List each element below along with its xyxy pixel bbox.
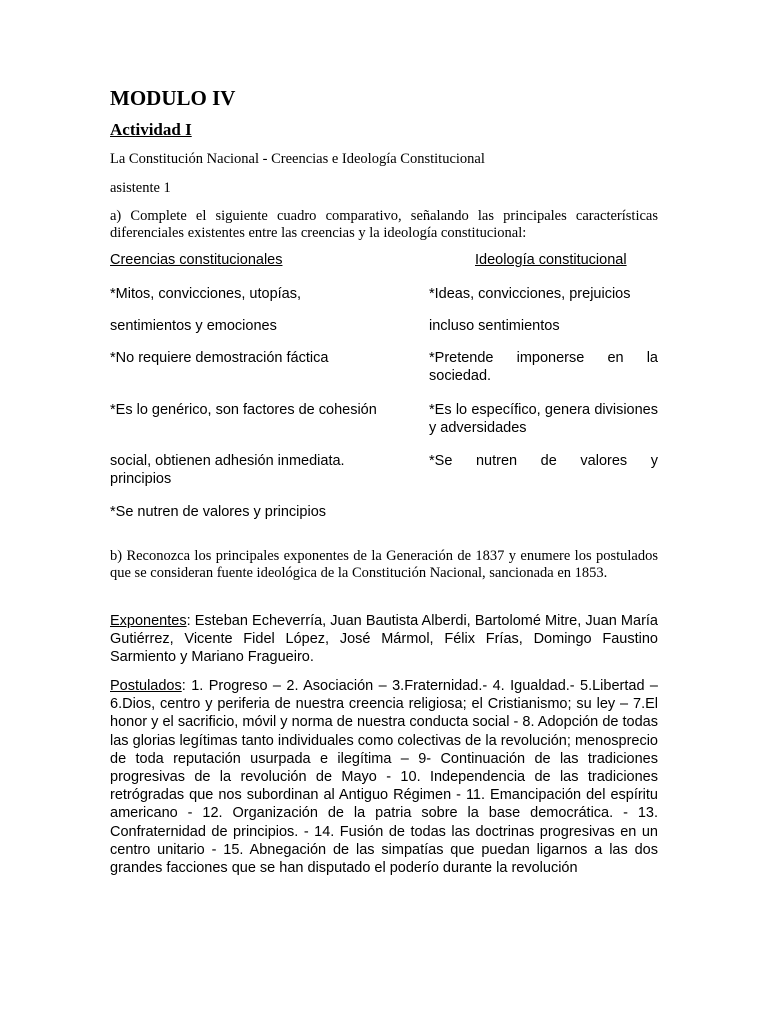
table-cell: *Pretende imponerse en la sociedad. [429,350,658,384]
table-cell: *Mitos, convicciones, utopías, [110,286,302,302]
table-cell: incluso sentimientos [429,318,560,334]
table-cell: *No requiere demostración fáctica [110,350,329,366]
table-header-creencias: Creencias constitucionales [110,252,283,268]
author-line: asistente 1 [110,180,171,196]
document-subtitle: La Constitución Nacional - Creencias e Ideología Constitucional [110,151,485,167]
exponentes-paragraph [110,612,658,667]
table-header-ideologia: Ideología constitucional [475,252,627,268]
table-cell: *Es lo específico, genera divisiones y adversidades [429,402,658,436]
question-a: a) Complete el siguiente cuadro comparativo, señalando las principales características diferenciales existentes entre las creencias y la ideología constitucional: [110,208,658,241]
exponentes-text: : Esteban Echeverría, Juan Bautista Alberdi, Bartolomé Mitre, Juan María Gutiérrez, Vicente Fidel López, José Mármol, Félix Frías, Domingo Faustino Sarmiento y Mariano Fragueiro. [110,613,658,666]
table-cell: *Se nutren de valores y [429,453,658,469]
exponentes-label: Exponentes [110,613,187,629]
table-cell: *Se nutren de valores y principios [110,504,327,520]
postulados-paragraph [110,677,658,877]
table-cell: *Ideas, convicciones, prejuicios [429,286,631,302]
postulados-label: Postulados [110,678,182,694]
table-cell: social, obtienen adhesión inmediata. principios [110,453,345,487]
table-cell: sentimientos y emociones [110,318,277,334]
module-title: MODULO IV [110,86,236,110]
table-cell: *Es lo genérico, son factores de cohesión [110,402,377,418]
activity-title: Actividad I [110,120,192,139]
question-b: b) Reconozca los principales exponentes de la Generación de 1837 y enumere los postulados que se consideran fuente ideológica de la Constitución Nacional, sancionada en 1853. [110,548,658,581]
postulados-text: : 1. Progreso – 2. Asociación – 3.Fraternidad.- 4. Igualdad.- 5.Libertad – 6.Dios, centro y periferia de nuestra creencia religiosa; el Cristianismo; su ley – 7.El honor y el sacrificio, móvil y norma de nuestra conducta social - 8. Adopción de todas las glorias legítimas tanto individuales como colectivas de la revolución; menosprecio de toda reputación usurpada e ilegítima – 9- Continuación de las tradiciones progresivas de la revolución de Mayo - 10. Independencia de las tradiciones retrógradas que nos subordinan al Antiguo Régimen - 11. Emancipación del espíritu americano - 12. Organización de la patria sobre la base democrática. - 13. Confraternidad de principios. - 14. Fusión de todas las doctrinas progresivas en un centro unitario - 15. Abnegación de las simpatías que puedan ligarnos a las dos grandes facciones que se han disputado el poderío durante la revolución [110,678,658,877]
